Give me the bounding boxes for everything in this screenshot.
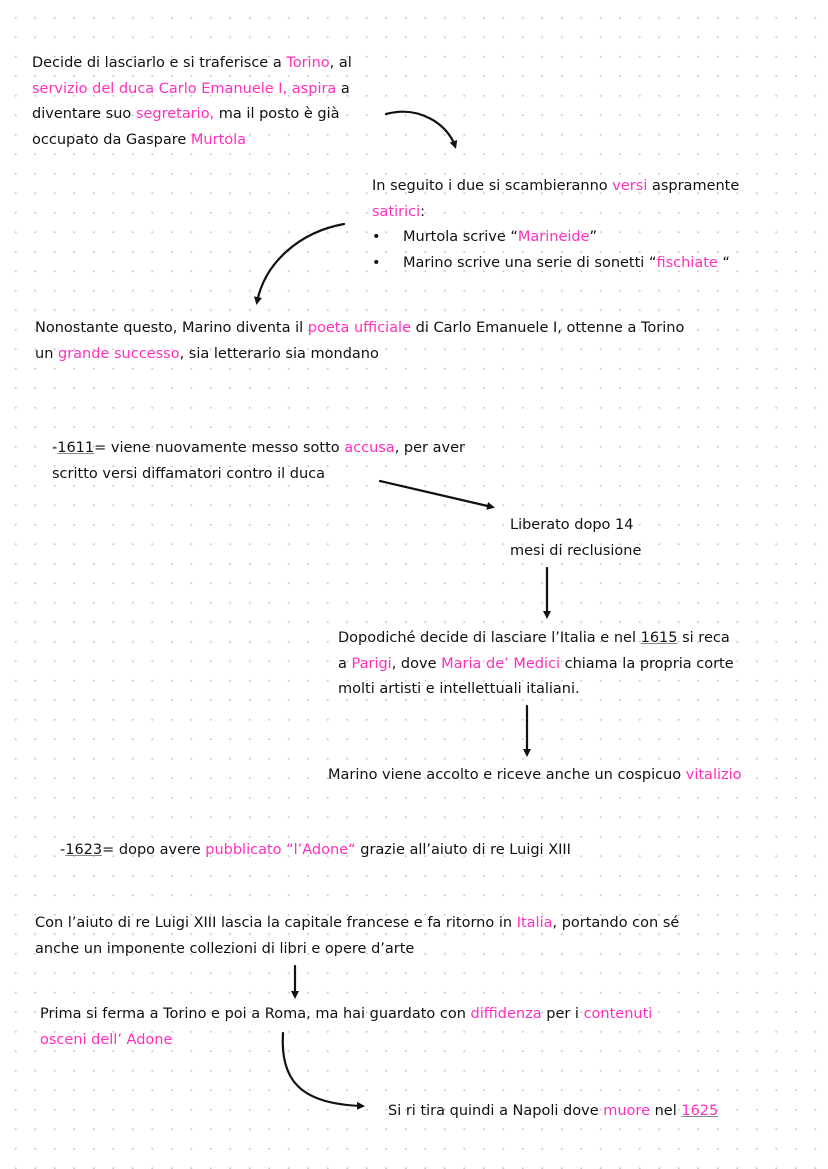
text-segment: , portando con sé: [552, 915, 680, 931]
text-line: [372, 200, 739, 226]
text-segment: un: [35, 345, 58, 362]
text-segment: a: [338, 655, 352, 672]
text-segment: occupato da Gaspare: [32, 131, 191, 148]
text-line: [328, 763, 742, 789]
text-segment: mesi di reclusione: [510, 542, 642, 559]
highlighted-text: Italia: [516, 915, 553, 931]
underlined-date: 1615: [640, 630, 678, 646]
text-segment: Decide di lasciarlo e si traferisce a: [32, 55, 287, 71]
highlighted-text: Murtola: [190, 131, 247, 148]
note-torino: [32, 51, 352, 153]
text-line: [60, 838, 571, 864]
highlighted-text: contenuti: [583, 1006, 653, 1022]
text-line: [510, 539, 641, 565]
bullet-icon: •: [372, 254, 381, 271]
text-line: [40, 1002, 652, 1028]
text-line: [338, 626, 734, 652]
note-ritorno-italia: [35, 911, 679, 962]
text-line: [35, 342, 684, 368]
underlined-date: 1611: [57, 440, 95, 456]
text-line: [35, 911, 679, 937]
highlighted-text: fischiate: [656, 254, 718, 271]
text-segment: di Carlo Emanuele I, ottenne a Torino: [411, 320, 685, 336]
underlined-date: 1623: [65, 842, 103, 858]
text-segment: aspramente: [647, 178, 740, 194]
bullet-icon: •: [372, 229, 381, 245]
arrow-versi-to-poeta: [257, 224, 344, 302]
text-line: [338, 677, 734, 703]
text-line: [372, 225, 739, 251]
text-line: [40, 1028, 652, 1054]
note-liberato: [510, 513, 641, 564]
text-segment: , dove: [391, 655, 442, 672]
arrow-torino-to-versi: [386, 112, 455, 146]
text-segment: , per aver: [394, 440, 465, 456]
text-segment: per i: [541, 1006, 584, 1022]
text-segment: scritto versi diffamatori contro il duca: [52, 465, 326, 482]
text-segment: molti artisti e intellettuali italiani.: [338, 681, 580, 697]
highlighted-text: segretario,: [135, 106, 215, 122]
text-segment: In seguito i due si scambieranno: [372, 178, 613, 194]
text-segment: a: [336, 80, 350, 97]
text-segment: Si ri tira quindi a Napoli dove: [388, 1103, 604, 1119]
text-line: [372, 251, 739, 277]
text-line: [32, 51, 352, 77]
text-line: [32, 128, 352, 154]
text-segment: Nonostante questo, Marino diventa il: [35, 320, 308, 336]
text-segment: chiama la propria corte: [560, 655, 734, 672]
text-segment: diventare suo: [32, 106, 136, 122]
note-1611: [52, 436, 465, 487]
text-segment: Murtola scrive “: [403, 229, 518, 245]
text-line: [372, 174, 739, 200]
text-segment: Marino scrive una serie di sonetti “: [403, 254, 657, 271]
text-line: [510, 513, 641, 539]
text-segment: nel: [649, 1103, 682, 1119]
text-segment: , sia letterario sia mondano: [179, 345, 379, 362]
text-segment: Prima si ferma a Torino e poi a Roma, ma hai guardato con: [40, 1006, 471, 1022]
note-1623: [60, 838, 571, 864]
note-poeta-ufficiale: [35, 316, 684, 367]
highlighted-text: pubblicato “l’Adone“: [205, 842, 356, 858]
text-line: [35, 316, 684, 342]
highlighted-text: muore: [603, 1103, 650, 1119]
text-segment: grazie all’aiuto di re Luigi XIII: [355, 842, 571, 858]
highlighted-text: satirici: [372, 203, 421, 220]
text-segment: = viene nuovamente messo sotto: [94, 440, 345, 456]
text-line: [32, 77, 352, 103]
text-segment: Liberato dopo 14: [510, 517, 634, 533]
text-line: [32, 102, 352, 128]
highlighted-text: 1625: [681, 1103, 719, 1119]
highlighted-text: grande successo: [58, 345, 180, 362]
text-line: [52, 436, 465, 462]
highlighted-text: servizio del duca Carlo Emanuele I, aspira: [32, 80, 337, 97]
text-segment: = dopo avere: [102, 842, 206, 858]
text-segment: Marino viene accolto e riceve anche un cospicuo: [328, 767, 686, 783]
note-roma: [40, 1002, 652, 1053]
note-parigi: [338, 626, 734, 703]
text-segment: ”: [589, 229, 598, 245]
note-versi-satirici: [372, 174, 739, 276]
text-segment: , al: [329, 55, 352, 71]
highlighted-text: vitalizio: [685, 767, 742, 783]
text-segment: ma il posto è già: [214, 106, 340, 122]
text-segment: anche un imponente collezioni di libri e opere d’arte: [35, 940, 415, 957]
note-vitalizio: [328, 763, 742, 789]
text-segment: -: [60, 842, 66, 858]
highlighted-text: Marineide: [517, 229, 590, 245]
highlighted-text: Maria de’ Medici: [441, 655, 560, 672]
highlighted-text: Torino: [286, 55, 330, 71]
text-segment: :: [420, 203, 426, 220]
text-segment: Con l’aiuto di re Luigi XIII lascia la capitale francese e fa ritorno in: [35, 915, 517, 931]
highlighted-text: poeta ufficiale: [307, 320, 412, 336]
highlighted-text: diffidenza: [470, 1006, 542, 1022]
highlighted-text: accusa: [344, 440, 395, 456]
text-segment: si reca: [677, 630, 730, 646]
text-line: [35, 937, 679, 963]
text-line: [338, 652, 734, 678]
text-segment: “: [717, 254, 730, 271]
text-line: [388, 1099, 718, 1125]
text-line: [52, 462, 465, 488]
highlighted-text: Parigi: [351, 655, 392, 672]
note-napoli: [388, 1099, 718, 1125]
text-segment: -: [52, 440, 58, 456]
highlighted-text: versi: [612, 178, 648, 194]
highlighted-text: osceni dell’ Adone: [40, 1031, 173, 1048]
text-segment: Dopodiché decide di lasciare l’Italia e nel: [338, 630, 641, 646]
